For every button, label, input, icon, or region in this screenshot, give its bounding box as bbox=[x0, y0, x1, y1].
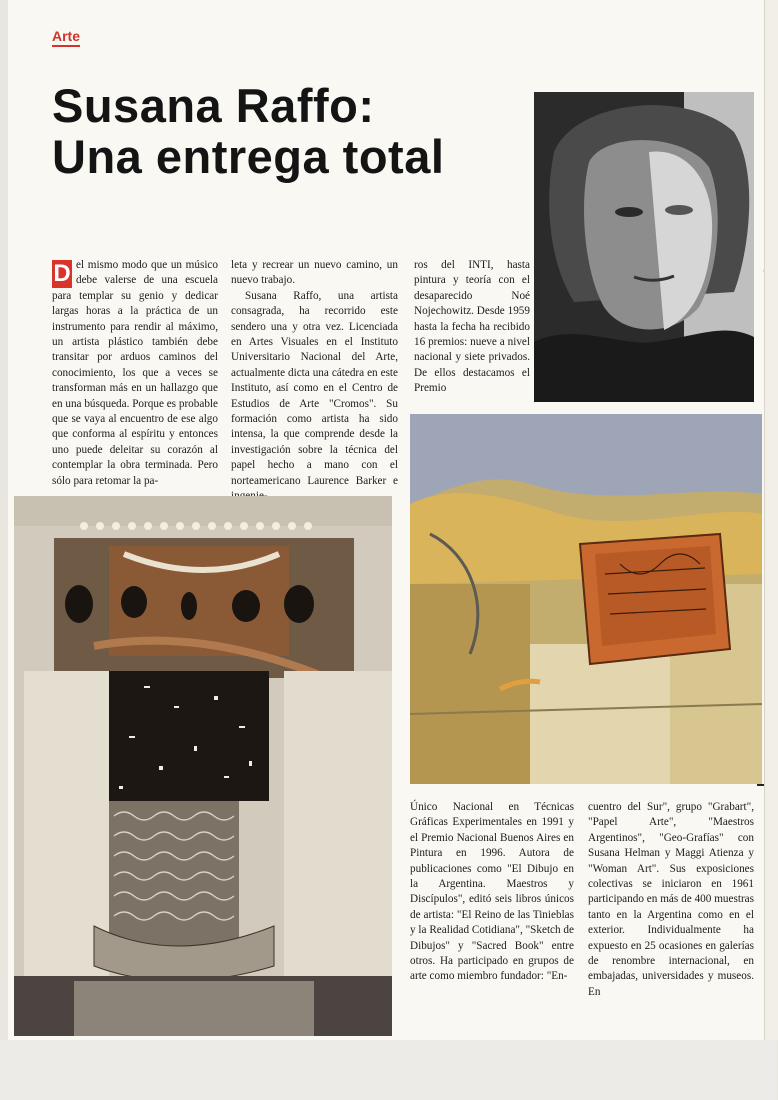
drop-cap: D bbox=[53, 260, 71, 287]
column-3-text: ros del INTI, hasta pintura y teoría con el desaparecido Noé Nojechowitz. Desde 1959 hasta la fecha ha recibido 16 premios: nueve a nivel nacional y siete privados. De ellos destacamos el Premio bbox=[414, 259, 530, 395]
article-column-1 bbox=[52, 258, 218, 489]
headline-line-1: Susana Raffo: bbox=[52, 79, 375, 132]
cut-column-rule bbox=[757, 784, 764, 786]
headline-line-2: Una entrega total bbox=[52, 130, 445, 183]
column-2-paragraph-1: leta y recrear un nuevo camino, un nuevo trabajo. bbox=[231, 259, 398, 287]
column-2-paragraph-2: Susana Raffo, una artista consagrada, ha recorrido este sendero una y otra vez. Licenciada en Artes Visuales en el Instituto Universitario Nacional del Arte, actualmente dicta una cátedra en este Instituto, así como en el Centro de Estudios de Arte "Cromos". Su formación como artista ha sido intensa, la que comprende desde la investigación sobre la técnica del papel hecho a mano con el norteamericano Laurence Barker e bbox=[231, 289, 398, 487]
artwork-collage-image bbox=[14, 496, 392, 1036]
column-4-text: Único Nacional en Técnicas Gráficas Experimentales en 1991 y el Premio Nacional Buenos Aires en Pintura en 1996. Autora de publicaciones como "El Dibujo en la Argentina. Maestros y Discípulos", editó seis libros únicos de artista: "El Reino de las Tinieblas y la Realidad Cotidiana", "Sketch de Dibujos" y "Sacred Book" entre otros. Ha participado en grupos de arte como miembro fundador: "En- bbox=[410, 801, 574, 983]
scan-margin bbox=[0, 1040, 777, 1100]
artist-portrait-photo bbox=[534, 92, 754, 402]
column-5-text: cuentro del Sur", grupo "Grabart", "Papel Arte", "Maestros Argentinos", "Geo-Grafías" con Susana Helman y Maggi Atienza y "Woman Art". Sus exposiciones colectivas se iniciaron en 1961 participando en más de 400 muestras tanto en la Argentina como en el exterior. Individualmente ha expuesto en 25 ocasiones en galerías de renombre internacional, en embajadas, universidades y museos. En bbox=[588, 801, 754, 998]
artwork-painting-image bbox=[410, 414, 762, 784]
column-1-text: el mismo modo que un músico debe valerse de una escuela para templar su genio y dedicar largas horas a la práctica de un instrumento para rendir al máximo, un artista plástico también debe transitar por arduos caminos del conocimiento, los que a veces se transforman más en un hallazgo que en una búsqueda. Porque es probable que se vaya al encuentro de ese algo que conforma al espíritu y entonces uno puede deleitar su corazón al contemplar la obra terminada. Pero sólo para retomar la pa- bbox=[52, 259, 218, 487]
page-gutter bbox=[764, 0, 778, 1040]
article-column-4 bbox=[410, 800, 574, 985]
article-column-5 bbox=[588, 800, 754, 1000]
section-label: Arte bbox=[52, 28, 80, 47]
magazine-page bbox=[8, 0, 764, 1040]
article-column-2 bbox=[231, 258, 398, 505]
article-column-3 bbox=[414, 258, 530, 397]
article-headline bbox=[52, 80, 532, 182]
